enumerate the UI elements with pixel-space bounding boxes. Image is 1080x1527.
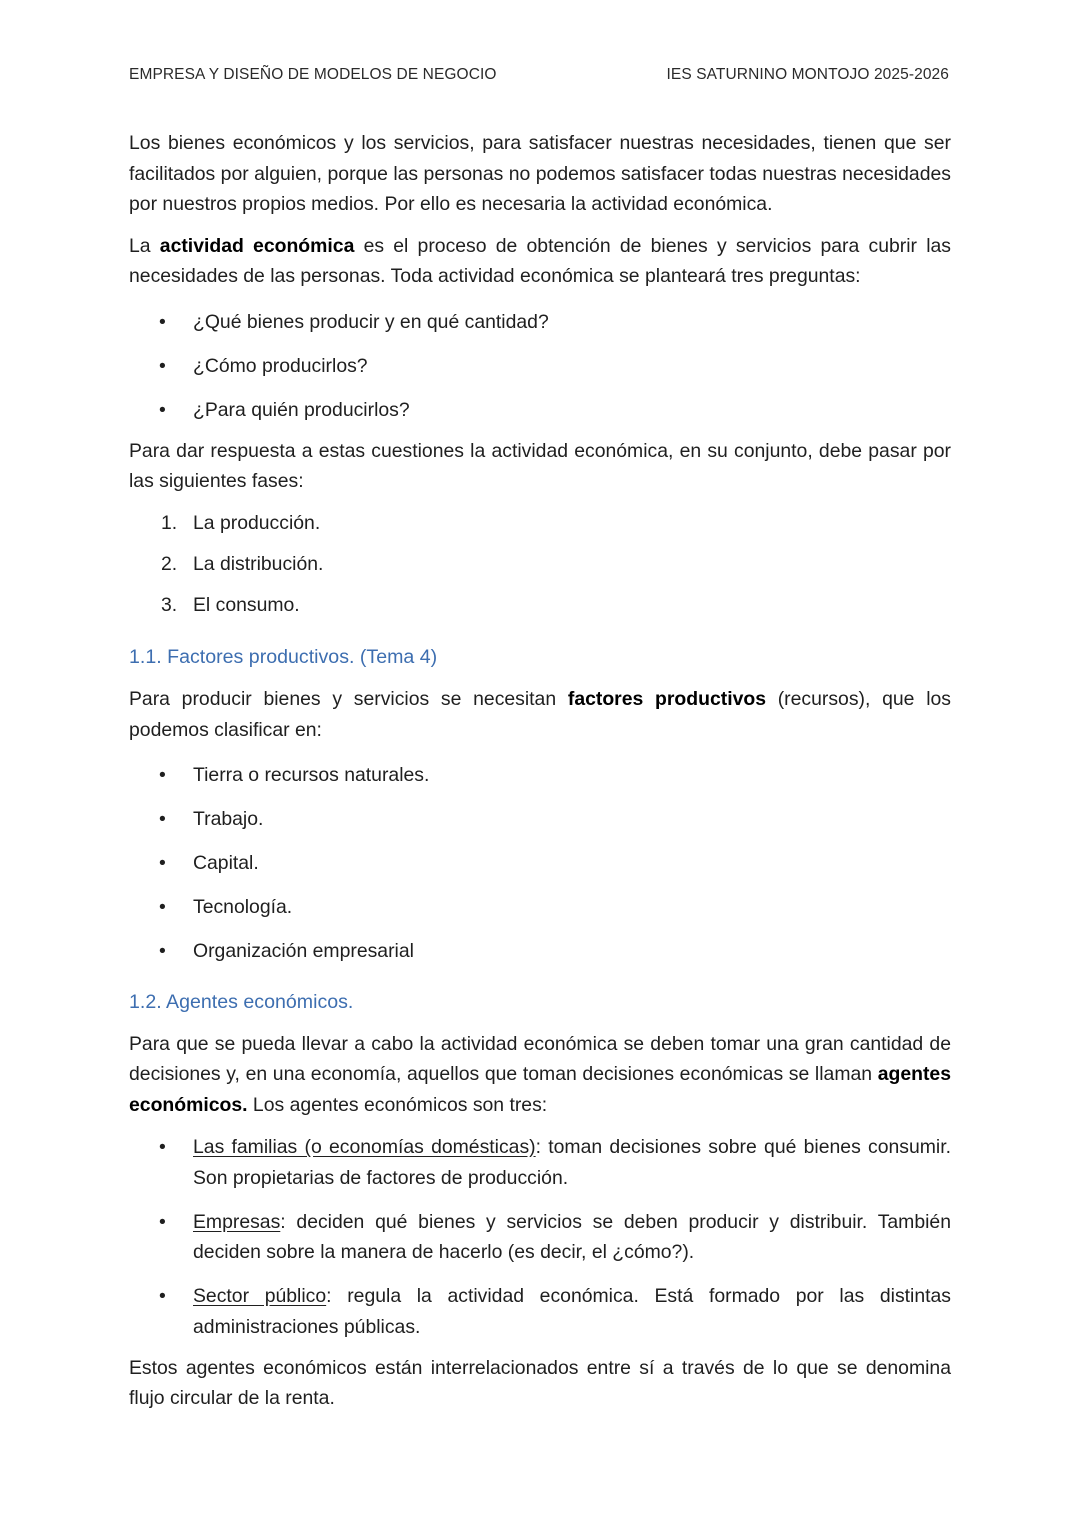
list-item: 2. La distribución. [161,552,324,575]
list-item: • Tierra o recursos naturales. [159,764,430,786]
agent-term: Las familias (o economías domésticas) [193,1136,536,1158]
list-item: • ¿Qué bienes producir y en qué cantidad? [159,310,549,333]
paragraph-actividad: La actividad económica es el proceso de obtención de bienes y servicios para cubrir las necesidades de las personas. Toda actividad económica se planteará tres preguntas: [129,234,951,287]
questions-list [129,307,951,426]
header-left: EMPRESA Y DISEÑO DE MODELOS DE NEGOCIO [129,66,497,83]
paragraph-agentes: Para que se pueda llevar a cabo la actividad económica se deben tomar una gran cantidad de decisiones y, en una economía, aquellos que toman decisiones económicas se llaman agentes económicos. Los agentes económicos son tres: [129,1032,951,1116]
list-item: • Sector público: regula la actividad económica. Está formado por las distintas administraciones públicas. [159,1285,951,1338]
agents-list [129,1132,951,1342]
term-factores-productivos: factores productivos [567,688,766,710]
list-item: • Organización empresarial [159,940,414,962]
paragraph-closing: Estos agentes económicos están interrelacionados entre sí a través de lo que se denomina flujo circular de la renta. [129,1356,951,1409]
paragraph-fases: Para dar respuesta a estas cuestiones la actividad económica, en su conjunto, debe pasar por las siguientes fases: [129,439,951,492]
section-heading-agentes: 1.2. Agentes económicos. [129,990,354,1013]
paragraph-factores: Para producir bienes y servicios se necesitan factores productivos (recursos), que los podemos clasificar en: [129,688,951,741]
section-heading-factores: 1.1. Factores productivos. (Tema 4) [129,646,438,668]
page-header [129,66,949,84]
header-right: IES SATURNINO MONTOJO 2025-2026 [666,66,949,83]
list-item: • Tecnología. [159,896,293,918]
document-body [129,128,951,1425]
phases-list [129,508,951,621]
list-item: • Capital. [159,852,259,874]
list-item: • Trabajo. [159,808,264,830]
list-item: 1. La producción. [161,511,321,534]
term-agentes-economicos: agentes económicos. [129,1063,951,1116]
agent-term: Empresas [193,1210,281,1233]
list-item: • ¿Cómo producirlos? [159,354,368,377]
list-item: • Las familias (o economías domésticas): toman decisiones sobre qué bienes consumir. Son propietarias de factores de producción. [159,1136,952,1189]
factors-list [129,760,951,967]
list-item: • Empresas: deciden qué bienes y servicios se deben producir y distribuir. También deciden sobre la manera de hacerlo (es decir, el ¿cómo?). [159,1210,951,1263]
paragraph-intro: Los bienes económicos y los servicios, para satisfacer nuestras necesidades, tienen que ser facilitados por alguien, porque las personas no podemos satisfacer todas nuestras necesidades por nuestros propios medios. Por ello es necesaria la actividad económica. [129,132,951,215]
list-item: • ¿Para quién producirlos? [159,398,410,421]
agent-term: Sector público [193,1285,327,1307]
term-actividad-economica: actividad económica [159,234,355,257]
list-item: 3. El consumo. [161,593,300,616]
